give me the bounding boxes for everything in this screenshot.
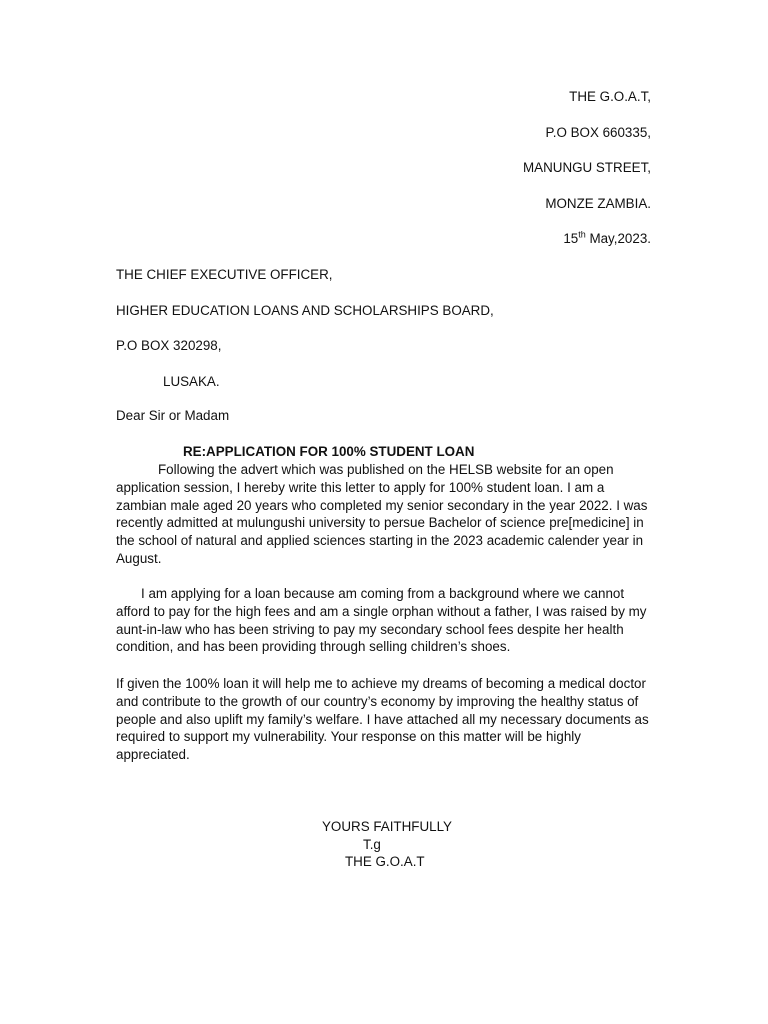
signatory-name: THE G.O.A.T — [345, 854, 425, 869]
letter-date — [523, 230, 651, 266]
recipient-organization: HIGHER EDUCATION LOANS AND SCHOLARSHIPS BOARD, — [116, 302, 494, 318]
recipient-address — [116, 266, 494, 408]
salutation: Dear Sir or Madam — [116, 408, 230, 423]
recipient-po-box: P.O BOX 320298, — [116, 338, 222, 353]
valediction: YOURS FAITHFULLY — [322, 819, 452, 834]
signature-initials: T.g — [363, 836, 381, 852]
sender-address — [523, 88, 651, 266]
recipient-title: THE CHIEF EXECUTIVE OFFICER, — [116, 267, 333, 282]
date-rest: May,2023. — [585, 231, 651, 246]
body-paragraph-2: I am applying for a loan because am coming from a background where we cannot afford to pay for the high fees and am a single orphan without a father, I was raised by my aunt-in-law who has been striving to pay my secondary school fees despite her health condition, and has been providing through selling children’s shoes. — [116, 586, 647, 655]
sender-town: MONZE ZAMBIA. — [545, 195, 651, 211]
date-day: 15 — [563, 231, 579, 246]
body-paragraph-3: If given the 100% loan it will help me to achieve my dreams of becoming a medical doctor and contribute to the growth of our country’s economy by improving the healthy status of people and also uplift my family’s welfare. I have attached all my necessary documents as required to support my vulnerability. Your response on this matter will be highly appreciated. — [116, 676, 649, 763]
closing-block — [322, 818, 452, 871]
recipient-city: LUSAKA. — [163, 373, 220, 389]
body-paragraph-1: Following the advert which was published on the HELSB website for an open application session, I hereby write this letter to apply for 100% student loan. I am a zambian male aged 20 years who completed my senior secondary in the year 2022. I was recently admitted at mulungushi university to persue Bachelor of science pre[medicine] in the school of natural and applied sciences starting in the 2023 academic calender year in August. — [116, 462, 648, 566]
subject-line: RE:APPLICATION FOR 100% STUDENT LOAN — [183, 444, 475, 459]
sender-street: MANUNGU STREET, — [523, 160, 651, 175]
date-suffix: th — [578, 229, 586, 240]
sender-name: THE G.O.A.T, — [569, 89, 651, 104]
sender-po-box: P.O BOX 660335, — [545, 124, 651, 140]
